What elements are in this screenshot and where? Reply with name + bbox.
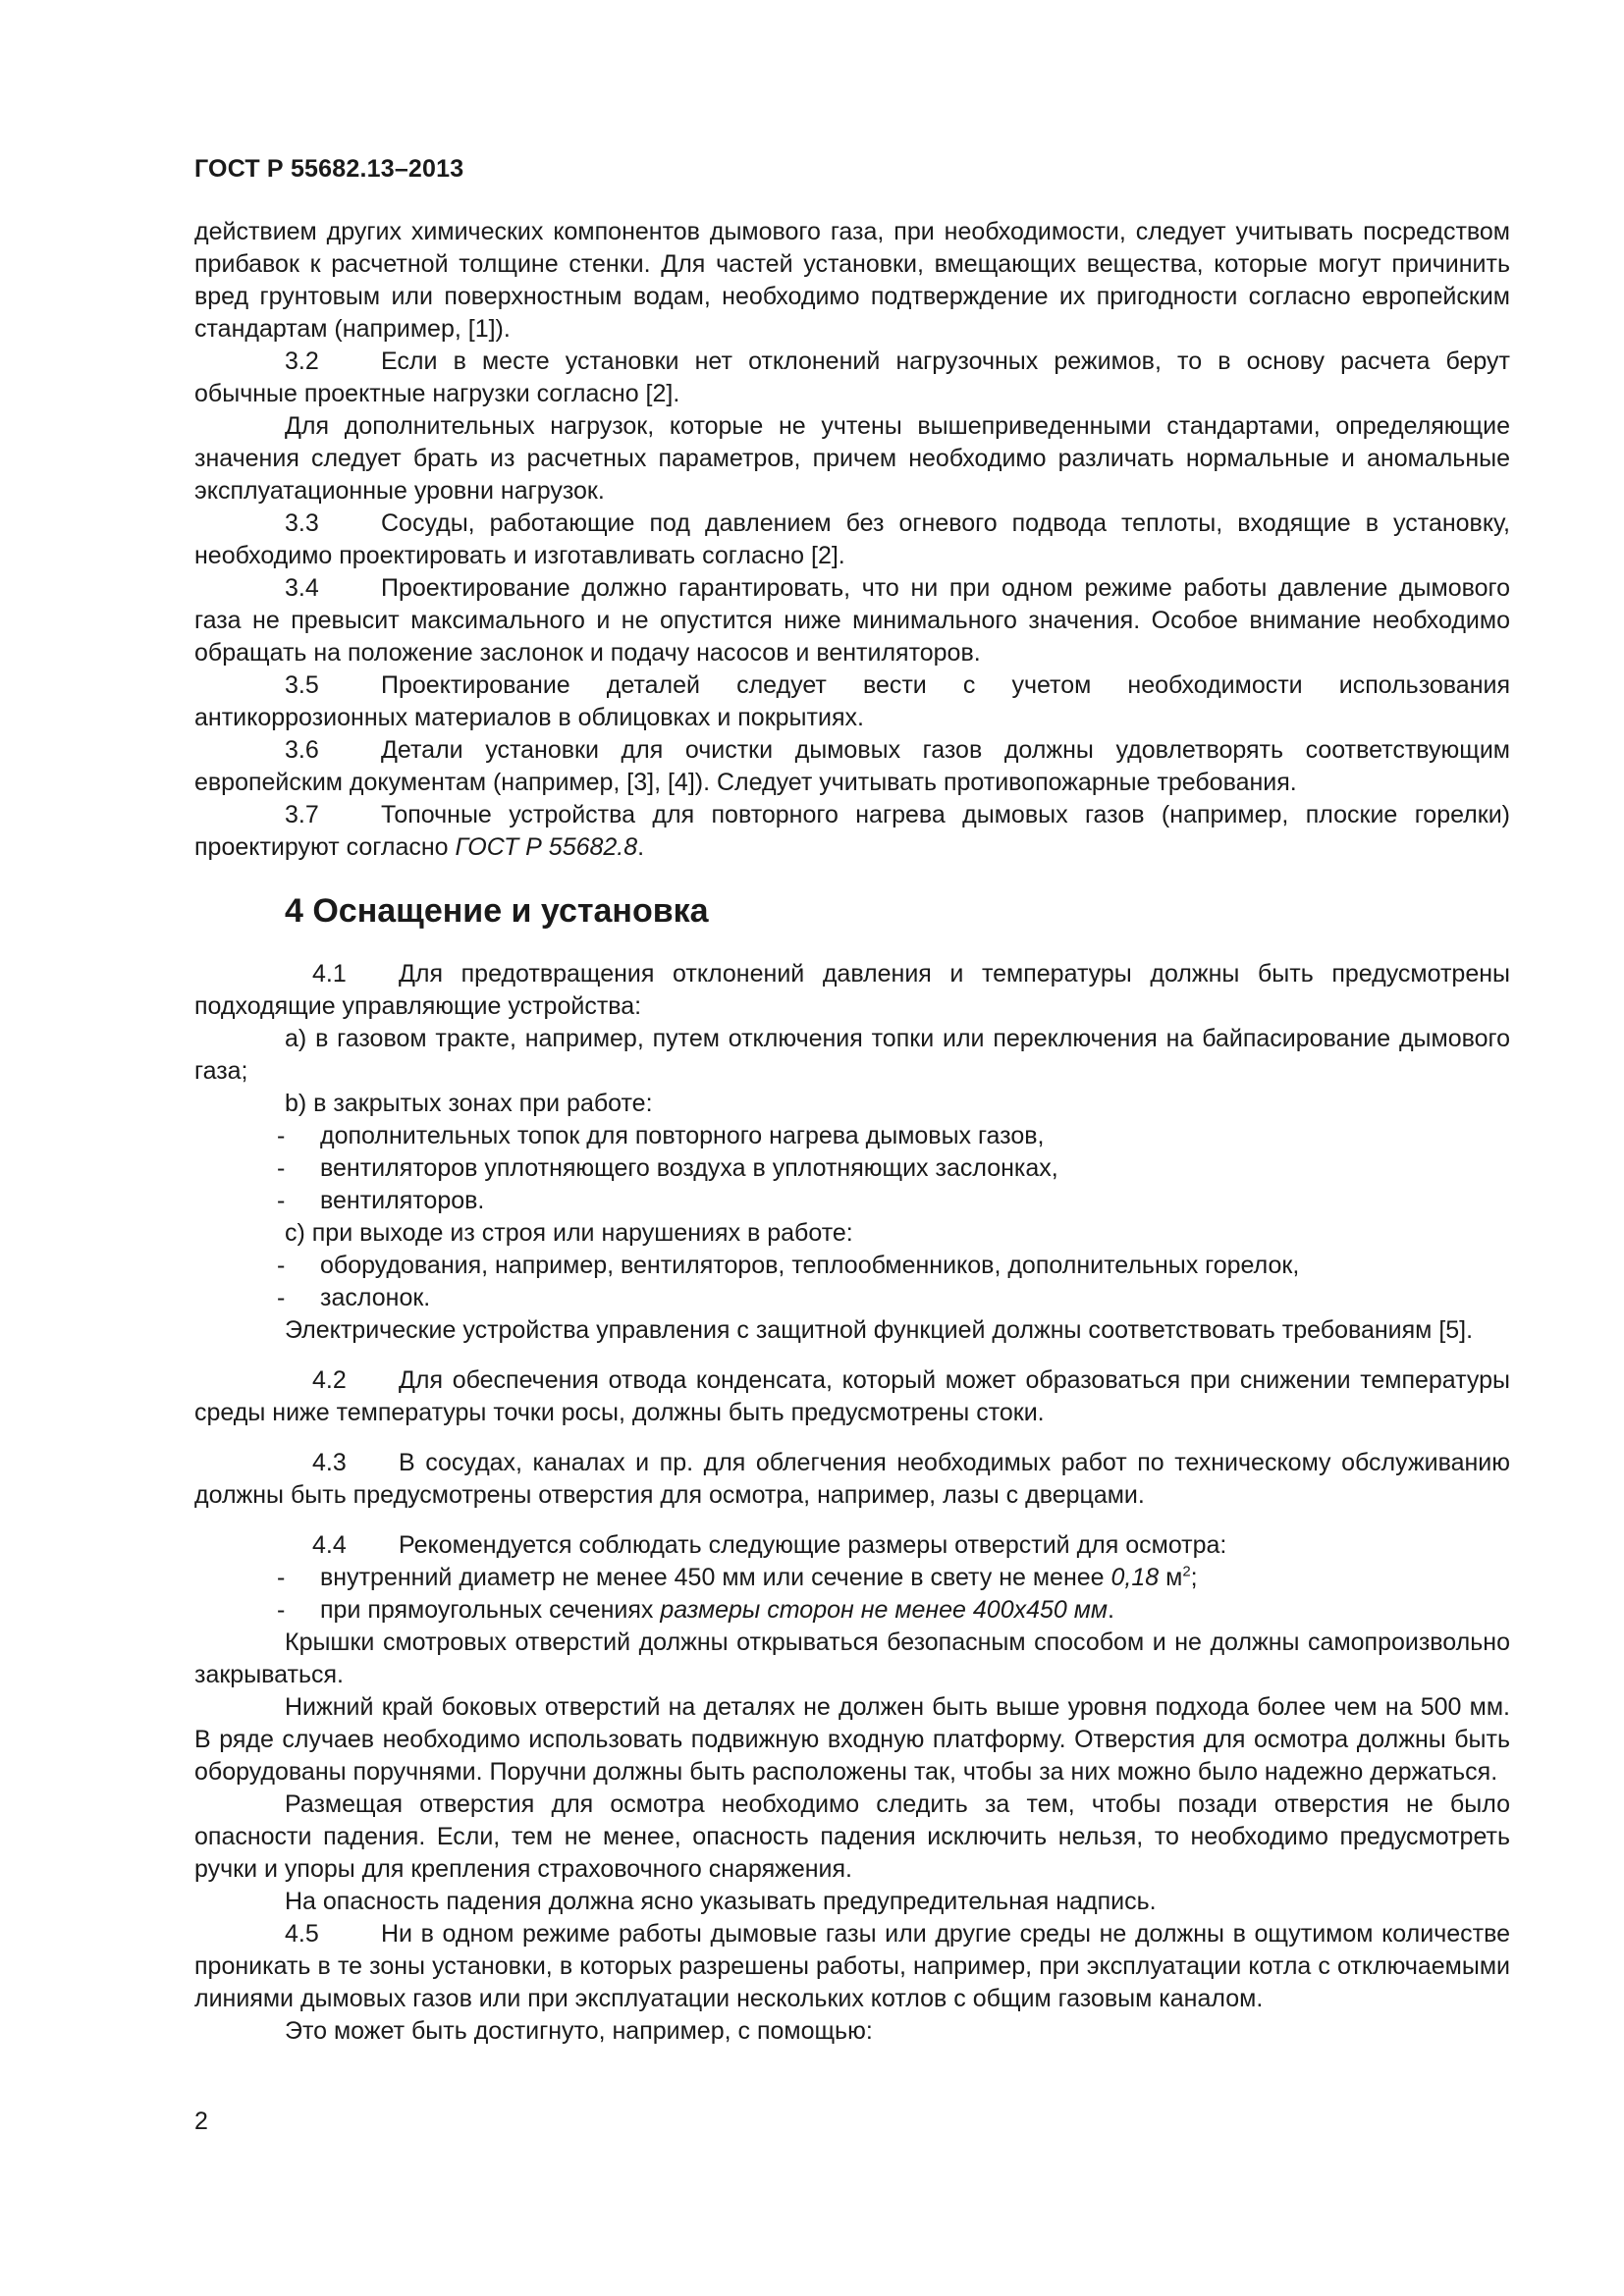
document-header: ГОСТ Р 55682.13–2013 xyxy=(194,155,464,183)
clause-3-4 xyxy=(194,572,1510,669)
clause-3-2 xyxy=(194,346,1510,410)
punctuation: . xyxy=(637,833,645,861)
clause-number: 3.7 xyxy=(285,801,319,828)
subitem-text: заслонок. xyxy=(320,1284,431,1311)
clause-text: Для предотвращения отклонений давления и температуры должны быть предусмотрены подходящие управляющие устройства: xyxy=(194,960,1510,1020)
clause-number: 4.5 xyxy=(285,1920,319,1948)
subitem-text: при прямоугольных сечениях xyxy=(320,1596,661,1624)
clause-text: Детали установки для очистки дымовых газов должны удовлетворять соответствующим европейским документам (например, [3], [4]). Следует учитывать противопожарные требования. xyxy=(194,736,1510,796)
clause-4-4 xyxy=(194,1529,1510,1562)
standard-reference: ГОСТ Р 55682.8 xyxy=(455,833,638,861)
clause-4-2 xyxy=(194,1364,1510,1429)
clause-text: Рекомендуется соблюдать следующие размеры отверстий для осмотра: xyxy=(399,1531,1227,1559)
clause-4-1 xyxy=(194,958,1510,1023)
paragraph: Это может быть достигнуто, например, с помощью: xyxy=(285,2017,873,2045)
section-heading: 4 Оснащение и установка xyxy=(285,892,709,930)
clause-number: 3.5 xyxy=(285,671,319,699)
clause-text: В сосудах, каналах и пр. для облегчения необходимых работ по техническому обслуживанию должны быть предусмотрены отверстия для осмотра, например, лазы с дверцами. xyxy=(194,1449,1510,1509)
clause-number: 3.4 xyxy=(285,574,319,602)
list-subitem: - заслонок. xyxy=(277,1284,431,1311)
subitem-text: внутренний диаметр не менее 450 мм или сечение в свету не менее xyxy=(320,1564,1111,1591)
paragraph: На опасность падения должна ясно указывать предупредительная надпись. xyxy=(285,1888,1157,1915)
subitem-text: вентиляторов уплотняющего воздуха в уплотняющих заслонках, xyxy=(320,1154,1058,1182)
clause-3-3 xyxy=(194,507,1510,572)
paragraph: Крышки смотровых отверстий должны открываться безопасным способом и не должны самопроизвольно закрываться. xyxy=(194,1629,1510,1688)
superscript: 2 xyxy=(1182,1563,1191,1580)
punctuation: . xyxy=(1108,1596,1114,1624)
list-subitem: - оборудования, например, вентиляторов, теплообменников, дополнительных горелок, xyxy=(277,1252,1300,1279)
clause-text: Для обеспечения отвода конденсата, который может образоваться при снижении температуры среды ниже температуры точки росы, должны быть предусмотрены стоки. xyxy=(194,1366,1510,1426)
clause-text: Ни в одном режиме работы дымовые газы или другие среды не должны в ощутимом количестве проникать в те зоны установки, в которых разрешены работы, например, при эксплуатации котла с отключаемыми линиями дымовых газов или при эксплуатации нескольких котлов с общим газовым каналом. xyxy=(194,1920,1510,2012)
clause-text: Топочные устройства для повторного нагрева дымовых газов (например, плоские горелки) проектируют согласно xyxy=(194,801,1510,861)
subitem-text: оборудования, например, вентиляторов, теплообменников, дополнительных горелок, xyxy=(320,1252,1300,1279)
clause-text: Проектирование должно гарантировать, что ни при одном режиме работы давление дымового газа не превысит максимального и не опустится ниже минимального значения. Особое внимание необходимо обращать на положение заслонок и подачу насосов и вентиляторов. xyxy=(194,574,1510,667)
clause-number: 4.4 xyxy=(312,1531,347,1559)
clause-number: 3.2 xyxy=(285,347,319,375)
document-body xyxy=(194,216,1510,2048)
clause-text: Сосуды, работающие под давлением без огневого подвода теплоты, входящие в установку, необходимо проектировать и изготавливать согласно [2]. xyxy=(194,509,1510,569)
clause-number: 3.3 xyxy=(285,509,319,537)
list-subitem: - внутренний диаметр не менее 450 мм или сечение в свету не менее 0,18 $м^2$; xyxy=(277,1563,1198,1591)
list-subitem: - вентиляторов. xyxy=(277,1187,485,1214)
clause-number: 3.6 xyxy=(285,736,319,764)
list-subitem: - при прямоугольных сечениях размеры сторон не менее 400х450 мм. xyxy=(277,1596,1114,1624)
subitem-text: дополнительных топок для повторного нагрева дымовых газов, xyxy=(320,1122,1045,1149)
clause-number: 4.2 xyxy=(312,1366,347,1394)
clause-3-7 xyxy=(194,799,1510,864)
list-subitem: - дополнительных топок для повторного нагрева дымовых газов, xyxy=(277,1122,1045,1149)
page-number: 2 xyxy=(194,2108,208,2135)
subitem-text: вентиляторов. xyxy=(320,1187,485,1214)
paragraph-continuation: действием других химических компонентов дымового газа, при необходимости, следует учитывать посредством прибавок к расчетной толщине стенки. Для частей установки, вмещающих вещества, которые могут причинить вред грунтовым или поверхностным водам, необходимо подтверждение их пригодности согласно европейским стандартам (например, [1]). xyxy=(194,218,1510,343)
clause-4-3 xyxy=(194,1447,1510,1512)
unit: м xyxy=(1159,1564,1183,1591)
paragraph: Для дополнительных нагрузок, которые не учтены вышеприведенными стандартами, определяющие значения следует брать из расчетных параметров, причем необходимо различать нормальные и аномальные эксплуатационные уровни нагрузок. xyxy=(194,412,1510,505)
list-subitem: - вентиляторов уплотняющего воздуха в уплотняющих заслонках, xyxy=(277,1154,1058,1182)
list-item-b: b) в закрытых зонах при работе: xyxy=(285,1090,653,1117)
value: 0,18 xyxy=(1110,1564,1160,1591)
punctuation: ; xyxy=(1190,1564,1198,1591)
clause-3-6 xyxy=(194,734,1510,799)
paragraph: Электрические устройства управления с защитной функцией должны соответствовать требованиям [5]. xyxy=(285,1316,1474,1344)
clause-number: 4.3 xyxy=(312,1449,347,1476)
value: размеры сторон не менее 400х450 мм xyxy=(660,1596,1109,1624)
paragraph: Размещая отверстия для осмотра необходимо следить за тем, чтобы позади отверстия не было опасности падения. Если, тем не менее, опасность падения исключить нельзя, то необходимо предусмотреть ручки и упоры для крепления страховочного снаряжения. xyxy=(194,1790,1510,1883)
clause-3-5 xyxy=(194,669,1510,734)
list-item-a: а) в газовом тракте, например, путем отключения топки или переключения на байпасирование дымового газа; xyxy=(194,1025,1510,1085)
clause-text: Проектирование деталей следует вести с учетом необходимости использования антикоррозионных материалов в облицовках и покрытиях. xyxy=(194,671,1510,731)
list-item-c: c) при выходе из строя или нарушениях в работе: xyxy=(285,1219,853,1247)
paragraph: Нижний край боковых отверстий на деталях не должен быть выше уровня подхода более чем на 500 мм. В ряде случаев необходимо использовать подвижную входную платформу. Отверстия для осмотра должны быть оборудованы поручнями. Поручни должны быть расположены так, чтобы за них можно было надежно держаться. xyxy=(194,1693,1510,1786)
clause-4-5 xyxy=(194,1918,1510,2015)
clause-number: 4.1 xyxy=(312,960,347,988)
clause-text: Если в месте установки нет отклонений нагрузочных режимов, то в основу расчета берут обычные проектные нагрузки согласно [2]. xyxy=(194,347,1510,407)
